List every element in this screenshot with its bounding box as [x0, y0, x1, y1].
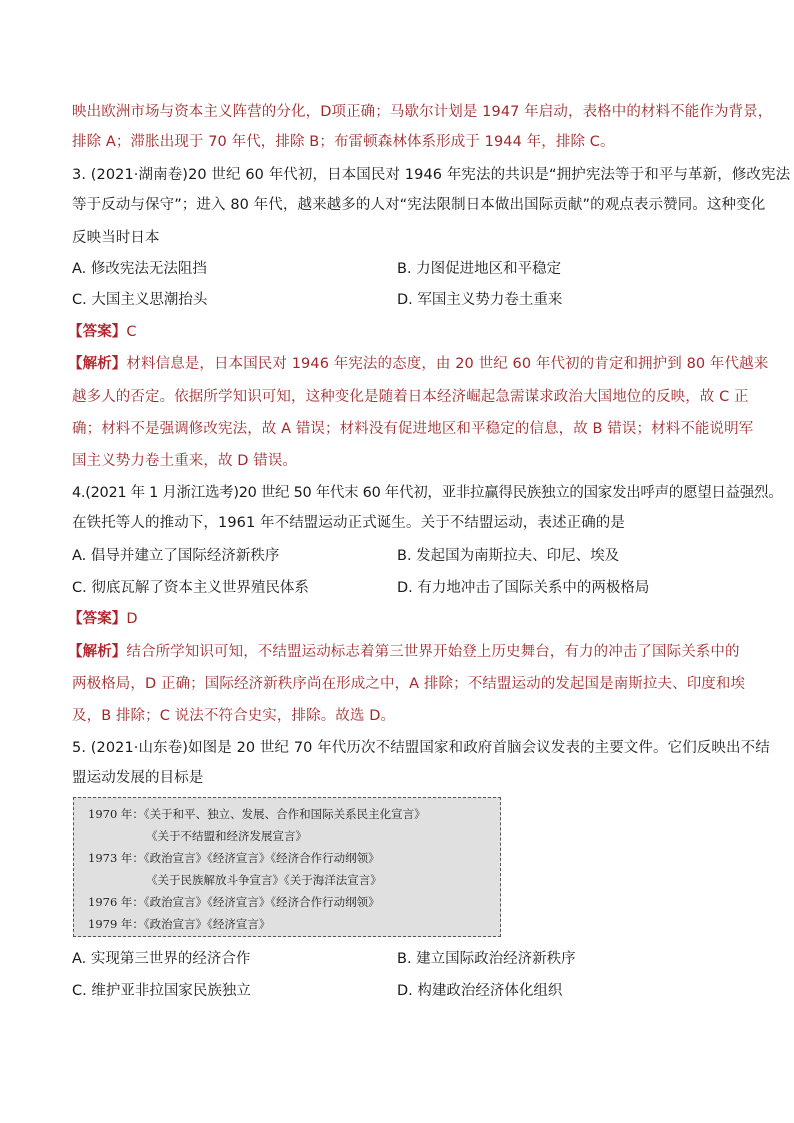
q3-option-a: A. 修改宪法无法阻挡 — [72, 261, 207, 277]
q3-analysis-line-3: 确；材料不是强调修改宪法，故 A 错误；材料没有促进地区和平稳定的信息，故 B 错误；材料不能说明军 — [72, 421, 754, 437]
q3-option-d: D. 军国主义势力卷土重来 — [397, 292, 563, 308]
q5-option-c: C. 维护亚非拉国家民族独立 — [72, 983, 251, 999]
table-line: 1976 年：《政治宣言》《经济宣言》《经济合作行动纲领》 — [88, 895, 380, 909]
table-line: 1973 年：《政治宣言》《经济宣言》《经济合作行动纲领》 — [88, 851, 380, 865]
analysis-text: 结合所学知识可知，不结盟运动标志着第三世界开始登上历史舞台，有力的冲击了国际关系中的 — [126, 644, 740, 660]
q3-stem-line-3: 反映当时日本 — [72, 230, 160, 246]
intro-line-1: 映出欧洲市场与资本主义阵营的分化，D项正确；马歇尔计划是 1947 年启动，表格中的材料不能作为背景， — [72, 104, 773, 120]
q4-analysis-line-3: 及，B 排除；C 说法不符合史实，排除。故选 D。 — [72, 708, 396, 724]
q4-option-a: A. 倡导并建立了国际经济新秩序 — [72, 548, 280, 564]
intro-line-2: 排除 A；滞胀出现于 70 年代，排除 B；布雷顿森林体系形成于 1944 年，排除 C。 — [72, 134, 615, 150]
q3-option-b: B. 力图促进地区和平稳定 — [397, 261, 562, 277]
analysis-text: 材料信息是，日本国民对 1946 年宪法的态度，由 20 世纪 60 年代初的肯定和拥护到 80 年代越来 — [126, 356, 769, 372]
q5-stem-line-1: 5. (2021·山东卷)如图是 20 世纪 70 年代历次不结盟国家和政府首脑会议发表的主要文件。它们反映出不结 — [72, 740, 770, 756]
q3-stem-line-2: 等于反动与保守”；进入 80 年代，越来越多的人对“宪法限制日本做出国际贡献”的观点表示赞同。这种变化 — [72, 197, 766, 213]
q5-option-b: B. 建立国际政治经济新秩序 — [397, 951, 576, 967]
table-line: 1979 年：《政治宣言》《经济宣言》 — [88, 917, 271, 931]
table-line: 1970 年：《关于和平、独立、发展、合作和国际关系民主化宣言》 — [88, 807, 426, 821]
answer-tag: 【答案】 — [68, 324, 127, 340]
q3-analysis-line-1 — [68, 353, 768, 375]
answer-value: D — [126, 611, 138, 627]
analysis-tag: 【解析】 — [68, 356, 127, 372]
q3-analysis-line-4: 国主义势力卷土重来，故 D 错误。 — [72, 453, 298, 469]
q4-option-c: C. 彻底瓦解了资本主义世界殖民体系 — [72, 580, 309, 596]
q4-option-d: D. 有力地冲击了国际关系中的两极格局 — [397, 580, 650, 596]
q3-stem-line-1: 3. (2021·湖南卷)20 世纪 60 年代初，日本国民对 1946 年宪法的共识是“拥护宪法等于和平与革新，修改宪法 — [72, 167, 791, 183]
answer-tag: 【答案】 — [68, 611, 127, 627]
answer-value: C — [126, 324, 137, 340]
q4-analysis-line-1 — [68, 641, 740, 663]
q3-analysis-line-2: 越多人的否定。依据所学知识可知，这种变化是随着日本经济崛起急需谋求政治大国地位的反映，故 C 正 — [72, 389, 749, 405]
q5-stem-line-2: 盟运动发展的目标是 — [72, 770, 204, 786]
documents-table-figure — [73, 797, 501, 937]
q4-analysis-line-2: 两极格局，D 正确；国际经济新秩序尚在形成之中，A 排除；不结盟运动的发起国是南斯拉夫、印度和埃 — [72, 676, 746, 692]
q4-option-b: B. 发起国为南斯拉夫、印尼、埃及 — [397, 548, 620, 564]
q5-option-d: D. 构建政治经济体化组织 — [397, 983, 563, 999]
q4-answer — [68, 608, 138, 630]
q3-option-c: C. 大国主义思潮抬头 — [72, 292, 208, 308]
table-line: 《关于不结盟和经济发展宣言》 — [146, 829, 307, 843]
q4-stem-line-1: 4.(2021 年 1 月浙江选考)20 世纪 50 年代末 60 年代初，亚非拉赢得民族独立的国家发出呼声的愿望日益强烈。 — [72, 485, 783, 501]
q4-stem-line-2: 在铁托等人的推动下，1961 年不结盟运动正式诞生。关于不结盟运动，表述正确的是 — [72, 515, 626, 531]
q5-option-a: A. 实现第三世界的经济合作 — [72, 951, 251, 967]
analysis-tag: 【解析】 — [68, 644, 127, 660]
q3-answer — [68, 321, 137, 343]
table-line: 《关于民族解放斗争宣言》《关于海洋法宣言》 — [146, 873, 382, 887]
